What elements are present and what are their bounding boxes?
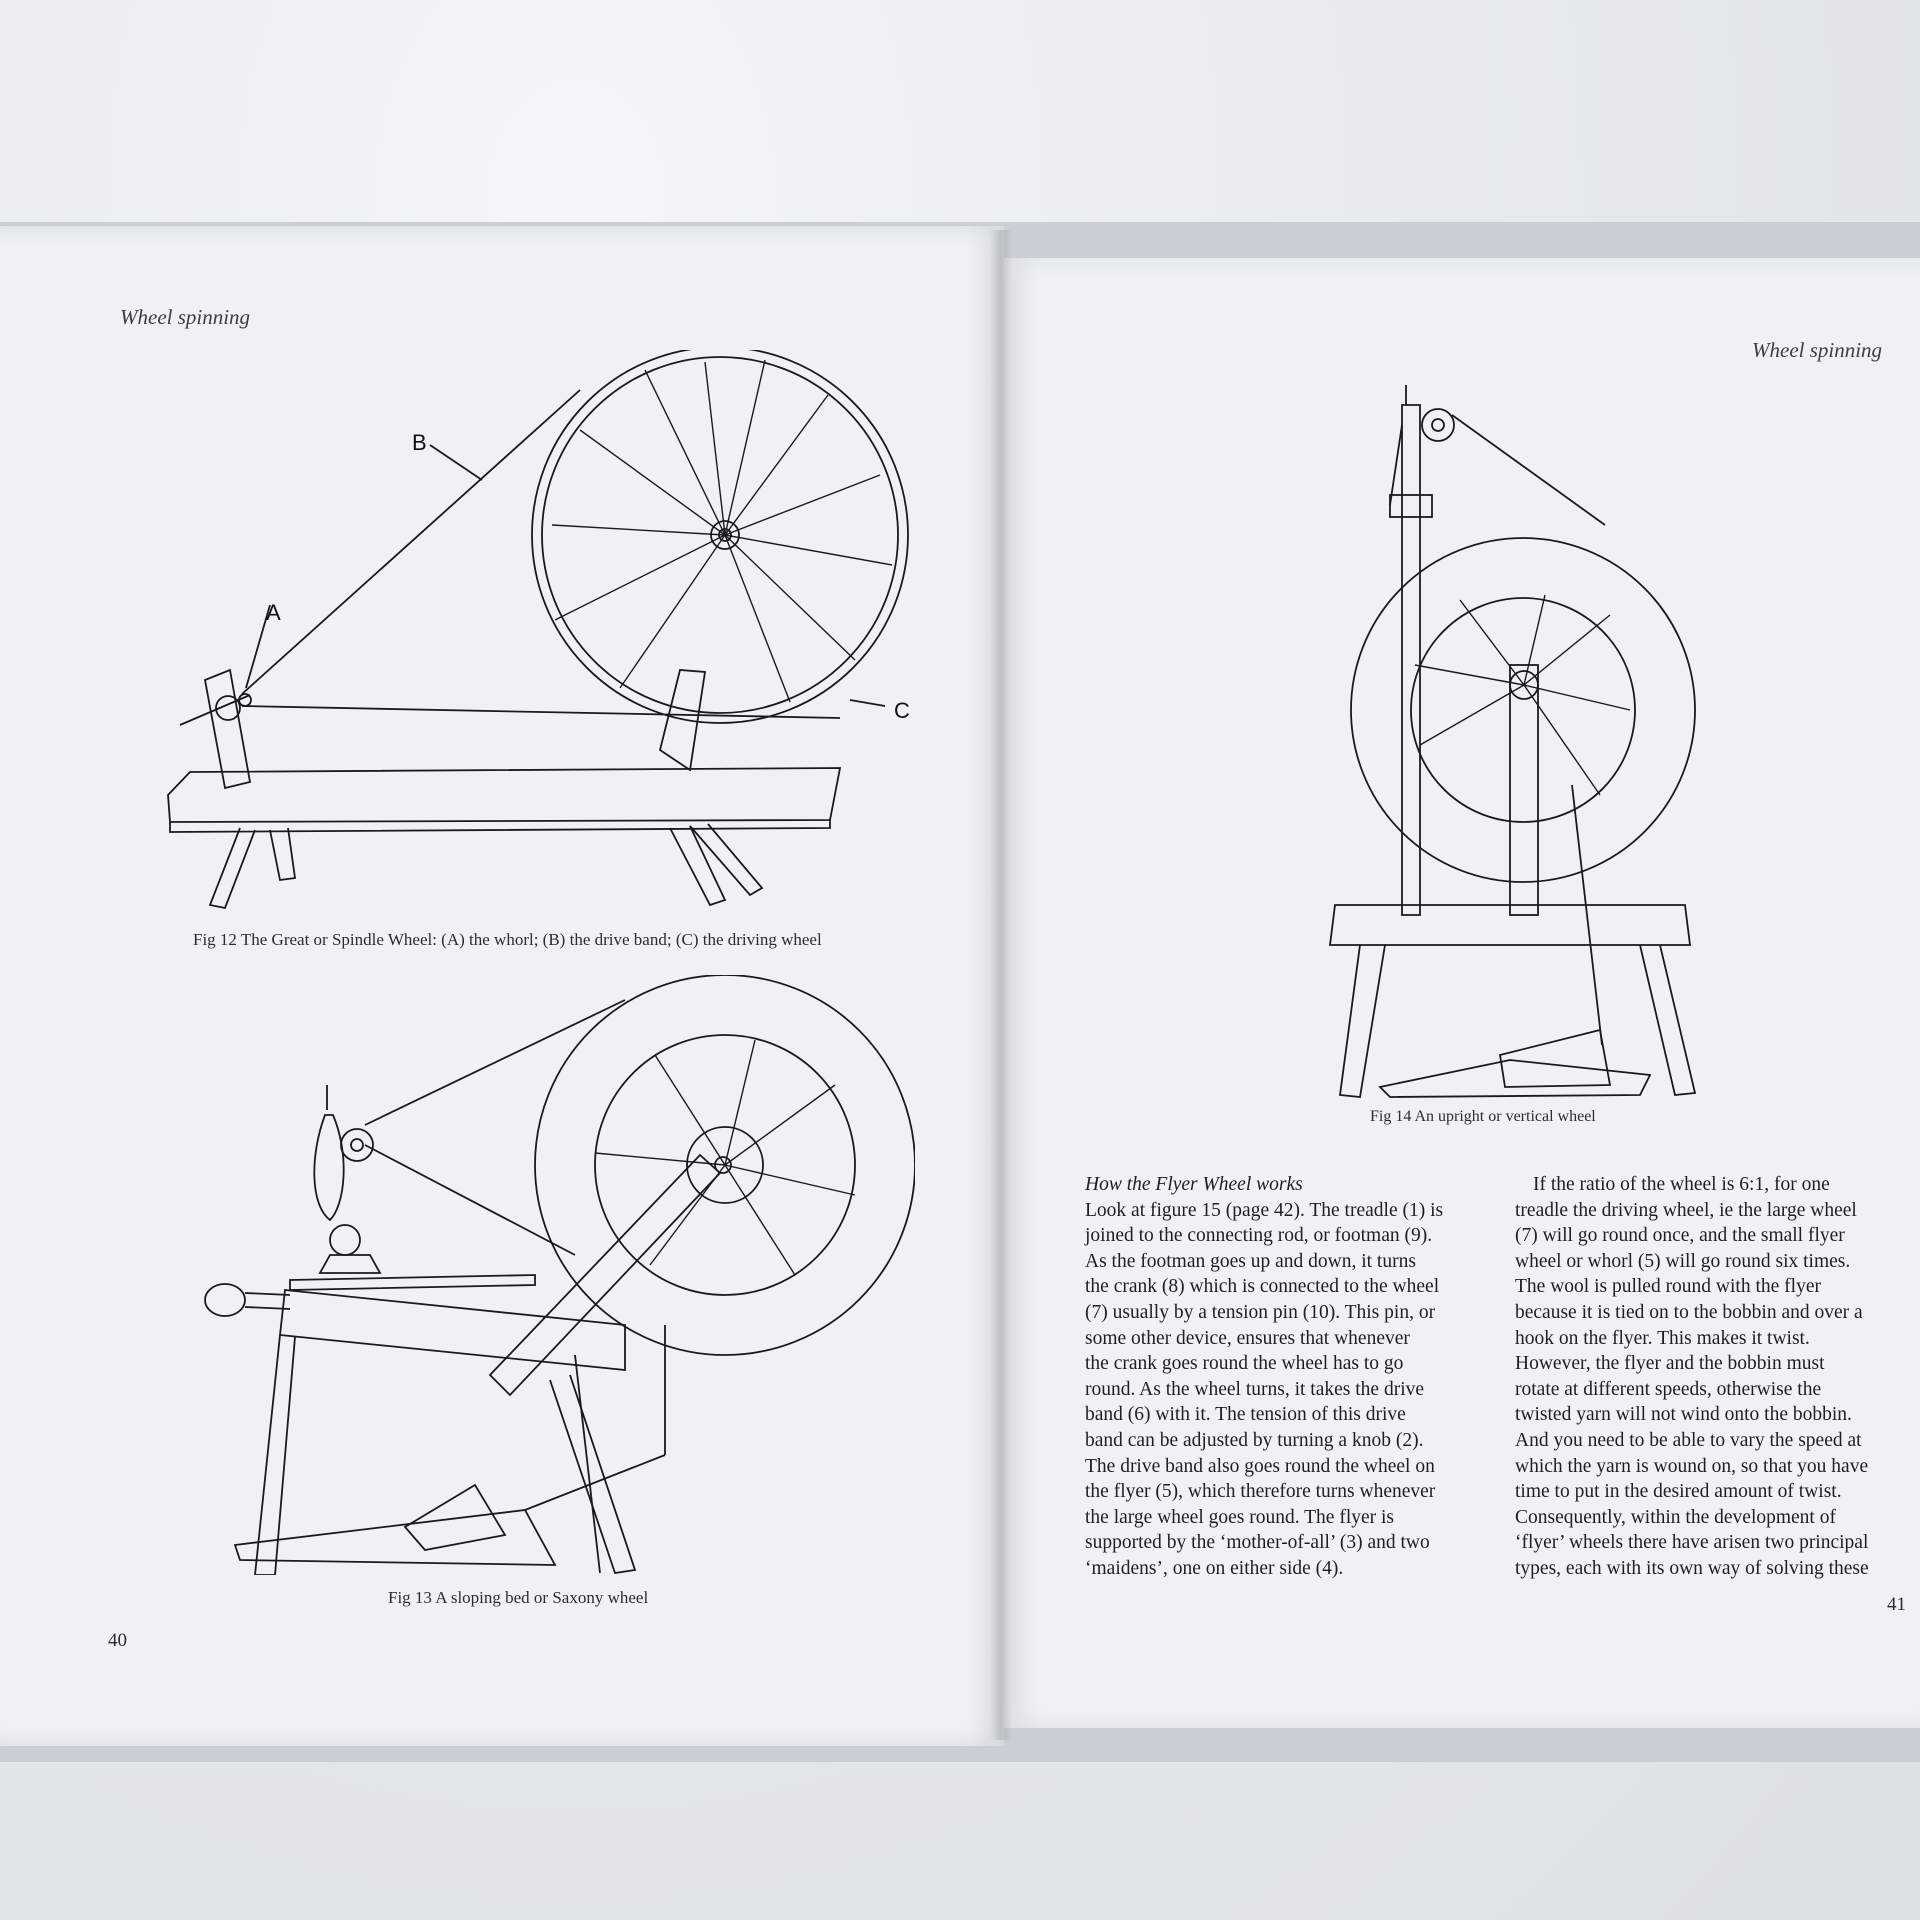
col1-line: (7) usually by a tension pin (10). This pin, or bbox=[1085, 1301, 1436, 1323]
col1-line: round. As the wheel turns, it takes the drive bbox=[1085, 1378, 1425, 1400]
figure-14-upright-wheel bbox=[1320, 365, 1740, 1105]
col1-line: ‘maidens’, one on either side (4). bbox=[1085, 1557, 1344, 1579]
figure-12-great-wheel bbox=[150, 350, 930, 920]
col1-line: the crank goes round the wheel has to go bbox=[1085, 1353, 1404, 1375]
col1-line: supported by the ‘mother-of-all’ (3) and two bbox=[1085, 1532, 1430, 1554]
label-a: A bbox=[266, 600, 281, 625]
col2-line: which the yarn is wound on, so that you have bbox=[1515, 1455, 1869, 1477]
section-heading: How the Flyer Wheel works bbox=[1085, 1174, 1303, 1195]
col1-line: band (6) with it. The tension of this drive bbox=[1085, 1404, 1406, 1426]
col2-line: (7) will go round once, and the small flyer bbox=[1515, 1225, 1845, 1247]
col2-line: because it is tied on to the bobbin and over a bbox=[1515, 1301, 1863, 1323]
col2-line: time to put in the desired amount of twist. bbox=[1515, 1481, 1842, 1503]
col2-line: treadle the driving wheel, ie the large wheel bbox=[1515, 1199, 1857, 1221]
col2-line: However, the flyer and the bobbin must bbox=[1515, 1353, 1825, 1375]
col1-line: joined to the connecting rod, or footman (9). bbox=[1085, 1225, 1433, 1247]
col1-line: some other device, ensures that whenever bbox=[1085, 1327, 1410, 1349]
col2-line: wheel or whorl (5) will go round six times. bbox=[1515, 1250, 1851, 1272]
figure-13-caption: Fig 13 A sloping bed or Saxony wheel bbox=[388, 1588, 649, 1607]
col1-line: The drive band also goes round the wheel on bbox=[1085, 1455, 1435, 1477]
figure-13-saxony-wheel bbox=[195, 975, 915, 1575]
label-b: B bbox=[412, 430, 427, 455]
col2-line: twisted yarn will not wind onto the bobbin. bbox=[1515, 1404, 1852, 1426]
col1-line: Look at figure 15 (page 42). The treadle (1) is bbox=[1085, 1199, 1444, 1221]
col1-line: the flyer (5), which therefore turns whenever bbox=[1085, 1481, 1436, 1503]
figure-14-caption: Fig 14 An upright or vertical wheel bbox=[1370, 1108, 1596, 1125]
col1-line: As the footman goes up and down, it turns bbox=[1085, 1250, 1416, 1272]
figure-12-caption: Fig 12 The Great or Spindle Wheel: (A) the whorl; (B) the drive band; (C) the driving wheel bbox=[193, 930, 822, 949]
col2-line: If the ratio of the wheel is 6:1, for one bbox=[1533, 1174, 1830, 1195]
col2-line: rotate at different speeds, otherwise the bbox=[1515, 1378, 1822, 1400]
book-gutter bbox=[990, 230, 1012, 1740]
col1-line: band can be adjusted by turning a knob (2). bbox=[1085, 1429, 1424, 1451]
col2-line: The wool is pulled round with the flyer bbox=[1515, 1276, 1821, 1298]
right-folio: 41 bbox=[1887, 1594, 1906, 1615]
col1-line: the crank (8) which is connected to the wheel bbox=[1085, 1276, 1440, 1298]
col2-line: And you need to be able to vary the speed at bbox=[1515, 1429, 1862, 1451]
col2-line: Consequently, within the development of bbox=[1515, 1506, 1836, 1528]
right-running-head: Wheel spinning bbox=[1752, 338, 1883, 362]
left-running-head: Wheel spinning bbox=[120, 305, 251, 329]
col1-line: the large wheel goes round. The flyer is bbox=[1085, 1506, 1395, 1528]
text-column-2 bbox=[1515, 1172, 1907, 1582]
col2-line: types, each with its own way of solving these bbox=[1515, 1557, 1869, 1579]
label-c: C bbox=[894, 698, 910, 723]
col2-line: ‘flyer’ wheels there have arisen two principal bbox=[1515, 1532, 1869, 1554]
text-column-1 bbox=[1085, 1172, 1492, 1582]
left-folio: 40 bbox=[108, 1630, 127, 1651]
col2-line: hook on the flyer. This makes it twist. bbox=[1515, 1327, 1810, 1349]
